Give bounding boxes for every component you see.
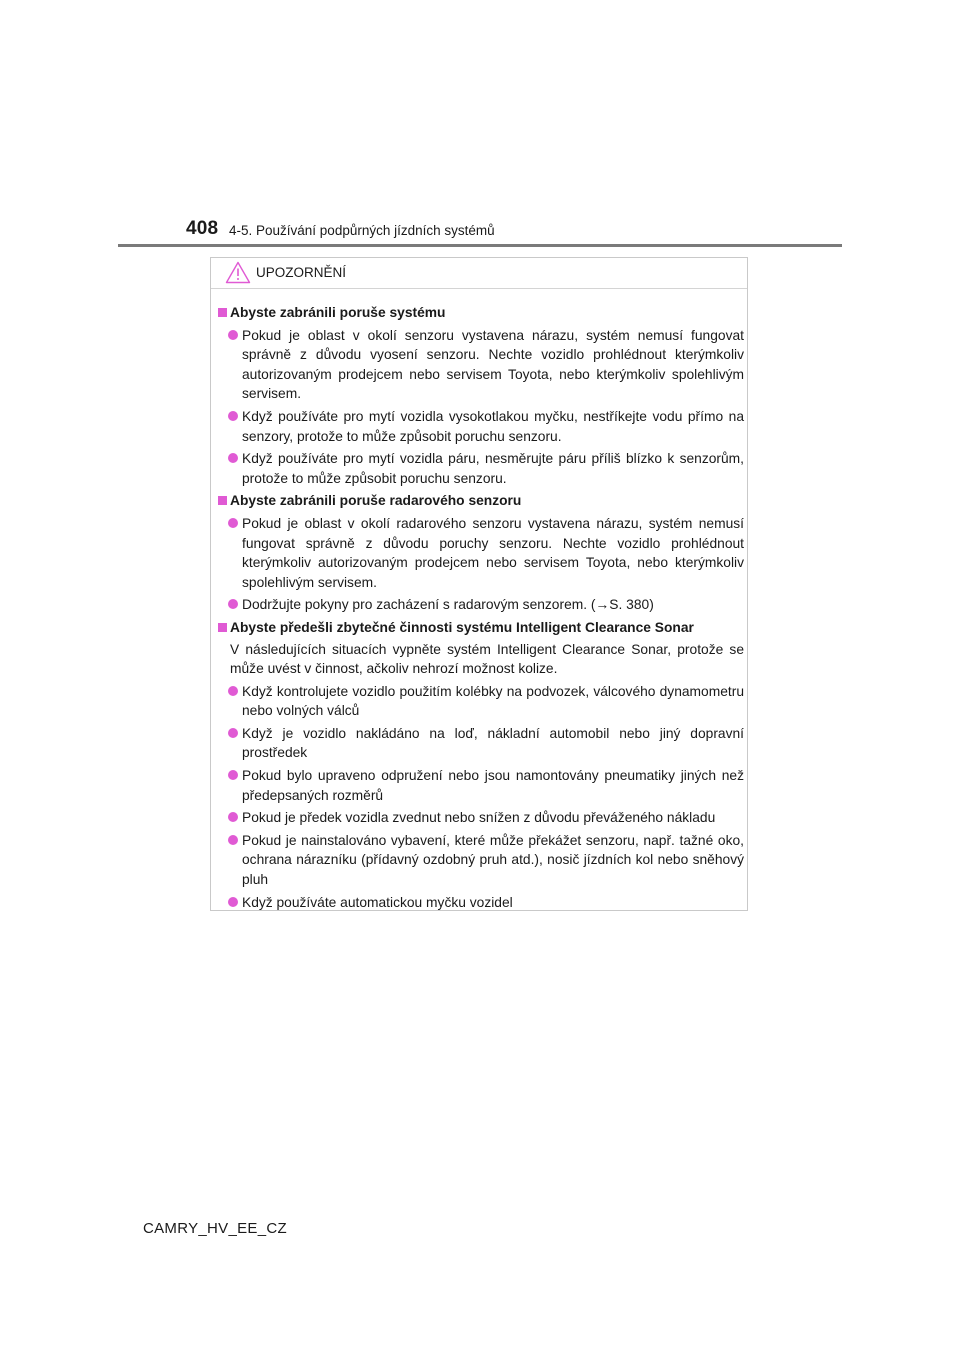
list-item bbox=[218, 326, 744, 404]
section-heading bbox=[218, 491, 744, 511]
section-heading bbox=[218, 618, 744, 638]
list-item-text: Pokud je nainstalováno vybavení, které může překážet senzoru, např. tažné oko, ochrana nárazníku (přídavný ozdobný pruh atd.), nosič jízdních kol nebo sněhový pluh bbox=[242, 832, 744, 888]
list-item-text: Když kontrolujete vozidlo použitím kolébky na podvozek, válcového dynamometru nebo volných válců bbox=[242, 683, 744, 719]
list-item bbox=[218, 831, 744, 890]
list-item-text: Pokud je oblast v okolí radarového senzoru vystavena nárazu, systém nemusí fungovat správně z důvodu poruchy senzoru. Nechte vozidlo prohlédnout kterýmkoliv autorizovaným prodejcem nebo servisem Toyota, nebo kterýmkoliv spolehlivým servisem. bbox=[242, 515, 744, 590]
warning-content bbox=[218, 300, 744, 915]
round-bullet-icon bbox=[228, 812, 238, 822]
list-item bbox=[218, 407, 744, 446]
warning-box bbox=[210, 257, 748, 911]
square-bullet-icon bbox=[218, 623, 227, 632]
round-bullet-icon bbox=[228, 411, 238, 421]
page-header bbox=[118, 215, 842, 247]
chapter-title: 4-5. Používání podpůrných jízdních systémů bbox=[229, 223, 495, 238]
list-item-text: Pokud je předek vozidla zvednut nebo snížen z důvodu převáženého nákladu bbox=[242, 810, 716, 826]
list-item bbox=[218, 595, 744, 615]
list-item bbox=[218, 449, 744, 488]
list-item bbox=[218, 893, 744, 913]
list-item-text: Pokud je oblast v okolí senzoru vystavena nárazu, systém nemusí fungovat správně z důvodu vyosení senzoru. Nechte vozidlo prohlédnout kterýmkoliv autorizovaným prodejcem nebo servisem Toyota, nebo kterýmkoliv spolehlivým servisem. bbox=[242, 327, 744, 402]
list-item bbox=[218, 724, 744, 763]
square-bullet-icon bbox=[218, 496, 227, 505]
round-bullet-icon bbox=[228, 599, 238, 609]
warning-box-title: UPOZORNĚNÍ bbox=[256, 265, 347, 280]
list-item bbox=[218, 808, 744, 828]
round-bullet-icon bbox=[228, 770, 238, 780]
header-divider bbox=[118, 244, 842, 247]
list-item-text: Když používáte pro mytí vozidla vysokotlakou myčku, nestříkejte vodu přímo na senzory, protože to může způsobit poruchu senzoru. bbox=[242, 408, 744, 444]
round-bullet-icon bbox=[228, 728, 238, 738]
round-bullet-icon bbox=[228, 835, 238, 845]
section-heading-text: Abyste zabránili poruše radarového senzoru bbox=[230, 493, 522, 509]
section-heading-text: Abyste zabránili poruše systému bbox=[230, 305, 446, 320]
warning-box-header bbox=[211, 258, 747, 289]
warning-triangle-icon bbox=[225, 261, 251, 284]
page-number: 408 bbox=[186, 218, 219, 239]
square-bullet-icon bbox=[218, 308, 227, 317]
round-bullet-icon bbox=[228, 897, 238, 907]
section-heading bbox=[218, 303, 744, 323]
round-bullet-icon bbox=[228, 453, 238, 463]
list-item bbox=[218, 766, 744, 805]
document-code: CAMRY_HV_EE_CZ bbox=[143, 1220, 287, 1237]
round-bullet-icon bbox=[228, 686, 238, 696]
list-item-text: Dodržujte pokyny pro zacházení s radarovým senzorem. (→S. 380) bbox=[242, 597, 654, 613]
list-item bbox=[218, 514, 744, 592]
list-item-text: Když používáte pro mytí vozidla páru, nesměrujte páru příliš blízko k senzorům, protože to může způsobit poruchu senzoru. bbox=[242, 451, 744, 486]
list-item-text: Když používáte automatickou myčku vozidel bbox=[242, 894, 513, 910]
section-intro: V následujících situacích vypněte systém Intelligent Clearance Sonar, protože se může uvést v činnost, ačkoliv nehrozí možnost kolize. bbox=[230, 641, 744, 677]
list-item bbox=[218, 682, 744, 721]
round-bullet-icon bbox=[228, 518, 238, 528]
section-heading-text: Abyste předešli zbytečné činnosti systému Intelligent Clearance Sonar bbox=[230, 619, 694, 635]
round-bullet-icon bbox=[228, 330, 238, 340]
list-item-text: Pokud bylo upraveno odpružení nebo jsou namontovány pneumatiky jiných než předepsaných rozměrů bbox=[242, 768, 744, 803]
list-item-text: Když je vozidlo nakládáno na loď, nákladní automobil nebo jiný dopravní prostředek bbox=[242, 725, 744, 761]
